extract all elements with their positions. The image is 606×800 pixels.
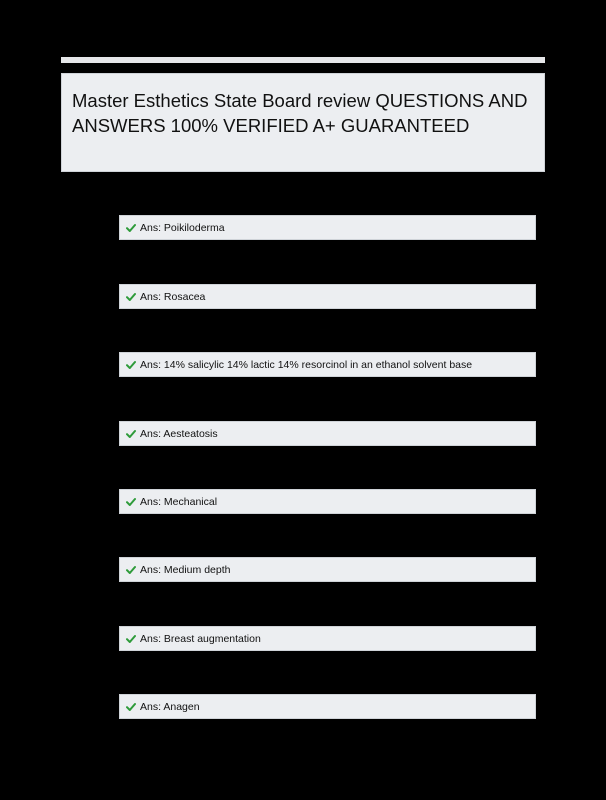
answer-text: Ans: Poikiloderma [140,221,225,234]
answer-box [119,557,536,582]
check-icon [126,429,136,439]
answer-text: Ans: 14% salicylic 14% lactic 14% resorcinol in an ethanol solvent base [140,358,473,371]
check-icon [126,223,136,233]
answer-text: Ans: Aesteatosis [140,427,218,440]
document-title: Master Esthetics State Board review QUESTIONS AND ANSWERS 100% VERIFIED A+ GUARANTEED [72,90,528,136]
answer-box [119,489,536,514]
check-icon [126,634,136,644]
answer-box [119,352,536,377]
check-icon [126,497,136,507]
answer-box [119,215,536,240]
answer-text: Ans: Breast augmentation [140,632,261,645]
check-icon [126,360,136,370]
check-icon [126,292,136,302]
title-box [61,73,545,172]
answer-text: Ans: Mechanical [140,495,218,508]
header-rule [61,57,545,63]
answer-text: Ans: Anagen [140,700,200,713]
answer-text: Ans: Medium depth [140,563,231,576]
answer-box [119,284,536,309]
answer-box [119,694,536,719]
answer-box [119,626,536,651]
check-icon [126,702,136,712]
answer-text: Ans: Rosacea [140,290,206,303]
check-icon [126,565,136,575]
answer-box [119,421,536,446]
